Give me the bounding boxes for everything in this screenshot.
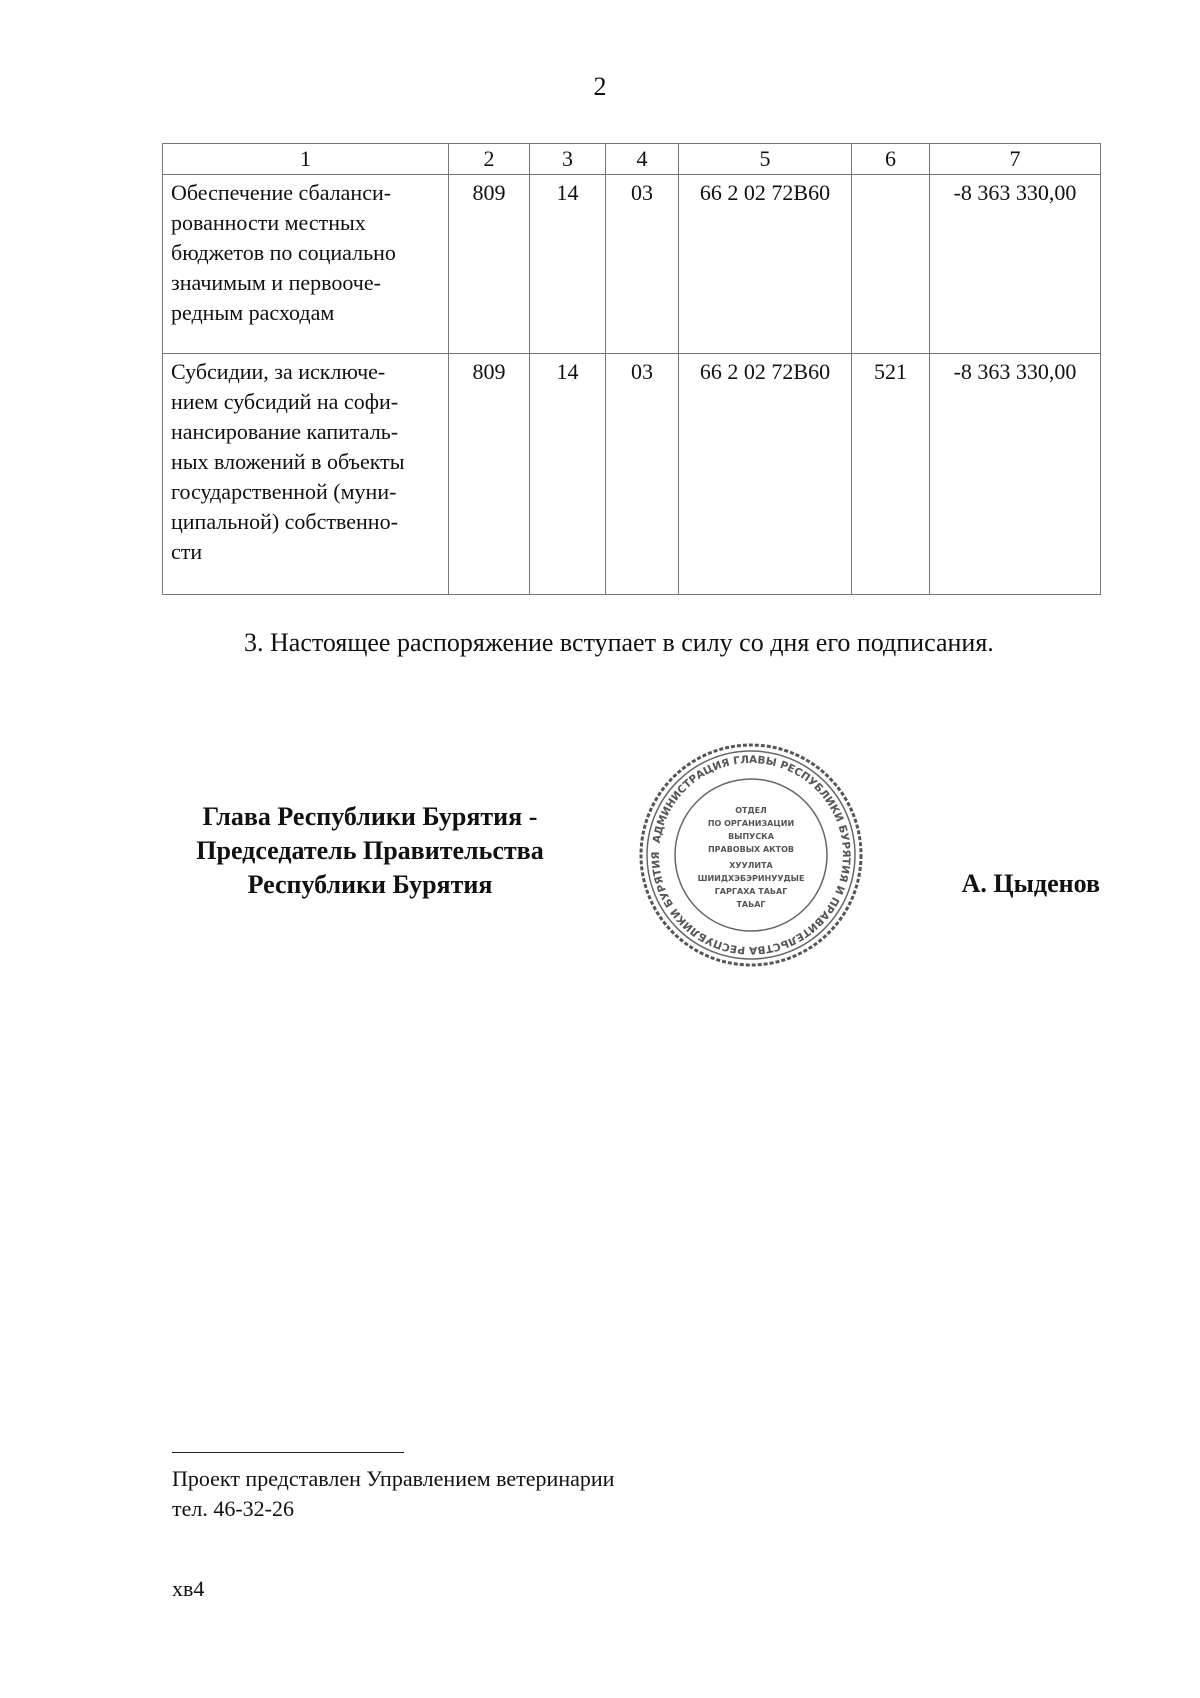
description-line: государственной (муни- [171, 479, 397, 504]
stamp-ring [647, 751, 855, 959]
column-header: 4 [606, 144, 679, 175]
column-header: 1 [163, 144, 449, 175]
description-line: нием субсидий на софи- [171, 389, 399, 414]
stamp-inner-line: ВЫПУСКА [728, 832, 774, 841]
subsection-code-cell: 03 [606, 354, 679, 595]
signatory-title-line: Глава Республики Бурятия - [202, 802, 538, 831]
ministry-code-cell: 809 [449, 354, 530, 595]
subsection-code-cell: 03 [606, 175, 679, 354]
target-article-cell: 66 2 02 72В60 [679, 354, 852, 595]
footnote [172, 1464, 614, 1524]
stamp-inner-line: ШИИДХЭБЭРИНУУДЫЕ [697, 874, 805, 883]
expense-type-cell: 521 [852, 354, 930, 595]
description-line: бюджетов по социально [171, 240, 396, 265]
stamp-inner-line: ПРАВОВЫХ АКТОВ [707, 845, 795, 854]
row-description [163, 354, 449, 595]
signatory-title-line: Председатель Правительства [196, 836, 544, 865]
column-header: 3 [530, 144, 606, 175]
stamp-inner-line: ГАРГАХА ТАЬАГ [714, 887, 788, 896]
description-line: нансирование капиталь- [171, 419, 399, 444]
footnote-line: Проект представлен Управлением ветеринарии [172, 1466, 615, 1491]
clause-3: 3. Настоящее распоряжение вступает в силу со дня его подписания. [244, 628, 994, 657]
page-number: 2 [593, 72, 607, 101]
column-header: 6 [852, 144, 930, 175]
footnote-phone: тел. 46-32-26 [172, 1496, 295, 1521]
stamp-outer-ring [641, 745, 861, 965]
table-row [163, 175, 1101, 354]
stamp-inner-line: ТАЬАГ [736, 900, 766, 909]
column-header: 5 [679, 144, 852, 175]
signatory-name: А. Цыденов [961, 869, 1100, 898]
description-line: Обеспечение сбаланси- [171, 180, 392, 205]
stamp-inner-line: ХУУЛИТА [729, 861, 773, 870]
official-stamp [636, 740, 866, 970]
column-header: 7 [930, 144, 1101, 175]
description-line: значимым и первооче- [171, 270, 381, 295]
section-code-cell: 14 [530, 175, 606, 354]
stamp-inner-line: ОТДЕЛ [735, 806, 767, 815]
amount-cell: -8 363 330,00 [930, 354, 1101, 595]
amount-cell: -8 363 330,00 [930, 175, 1101, 354]
section-code-cell: 14 [530, 354, 606, 595]
document-code: хв4 [172, 1576, 205, 1601]
table-header-row [163, 144, 1101, 175]
description-line: сти [171, 539, 203, 564]
description-line: ных вложений в объекты [171, 449, 405, 474]
budget-table [162, 143, 1101, 595]
stamp-inner-line: ПО ОРГАНИЗАЦИИ [707, 819, 795, 828]
ministry-code-cell: 809 [449, 175, 530, 354]
column-header: 2 [449, 144, 530, 175]
signatory-title-line: Республики Бурятия [247, 870, 493, 899]
description-line: ципальной) собственно- [171, 509, 398, 534]
description-line: рованности местных [171, 210, 366, 235]
description-line: редным расходам [171, 300, 335, 325]
footnote-divider [172, 1452, 404, 1453]
expense-type-cell [852, 175, 930, 354]
row-description [163, 175, 449, 354]
description-line: Субсидии, за исключе- [171, 359, 386, 384]
target-article-cell: 66 2 02 72В60 [679, 175, 852, 354]
signatory-title [160, 800, 580, 902]
stamp-outer-text: АДМИНИСТРАЦИЯ ГЛАВЫ РЕСПУБЛИКИ БУРЯТИЯ И ПРАВИТЕЛЬСТВА РЕСПУБЛИКИ БУРЯТИЯ [649, 753, 853, 957]
table-row [163, 354, 1101, 595]
